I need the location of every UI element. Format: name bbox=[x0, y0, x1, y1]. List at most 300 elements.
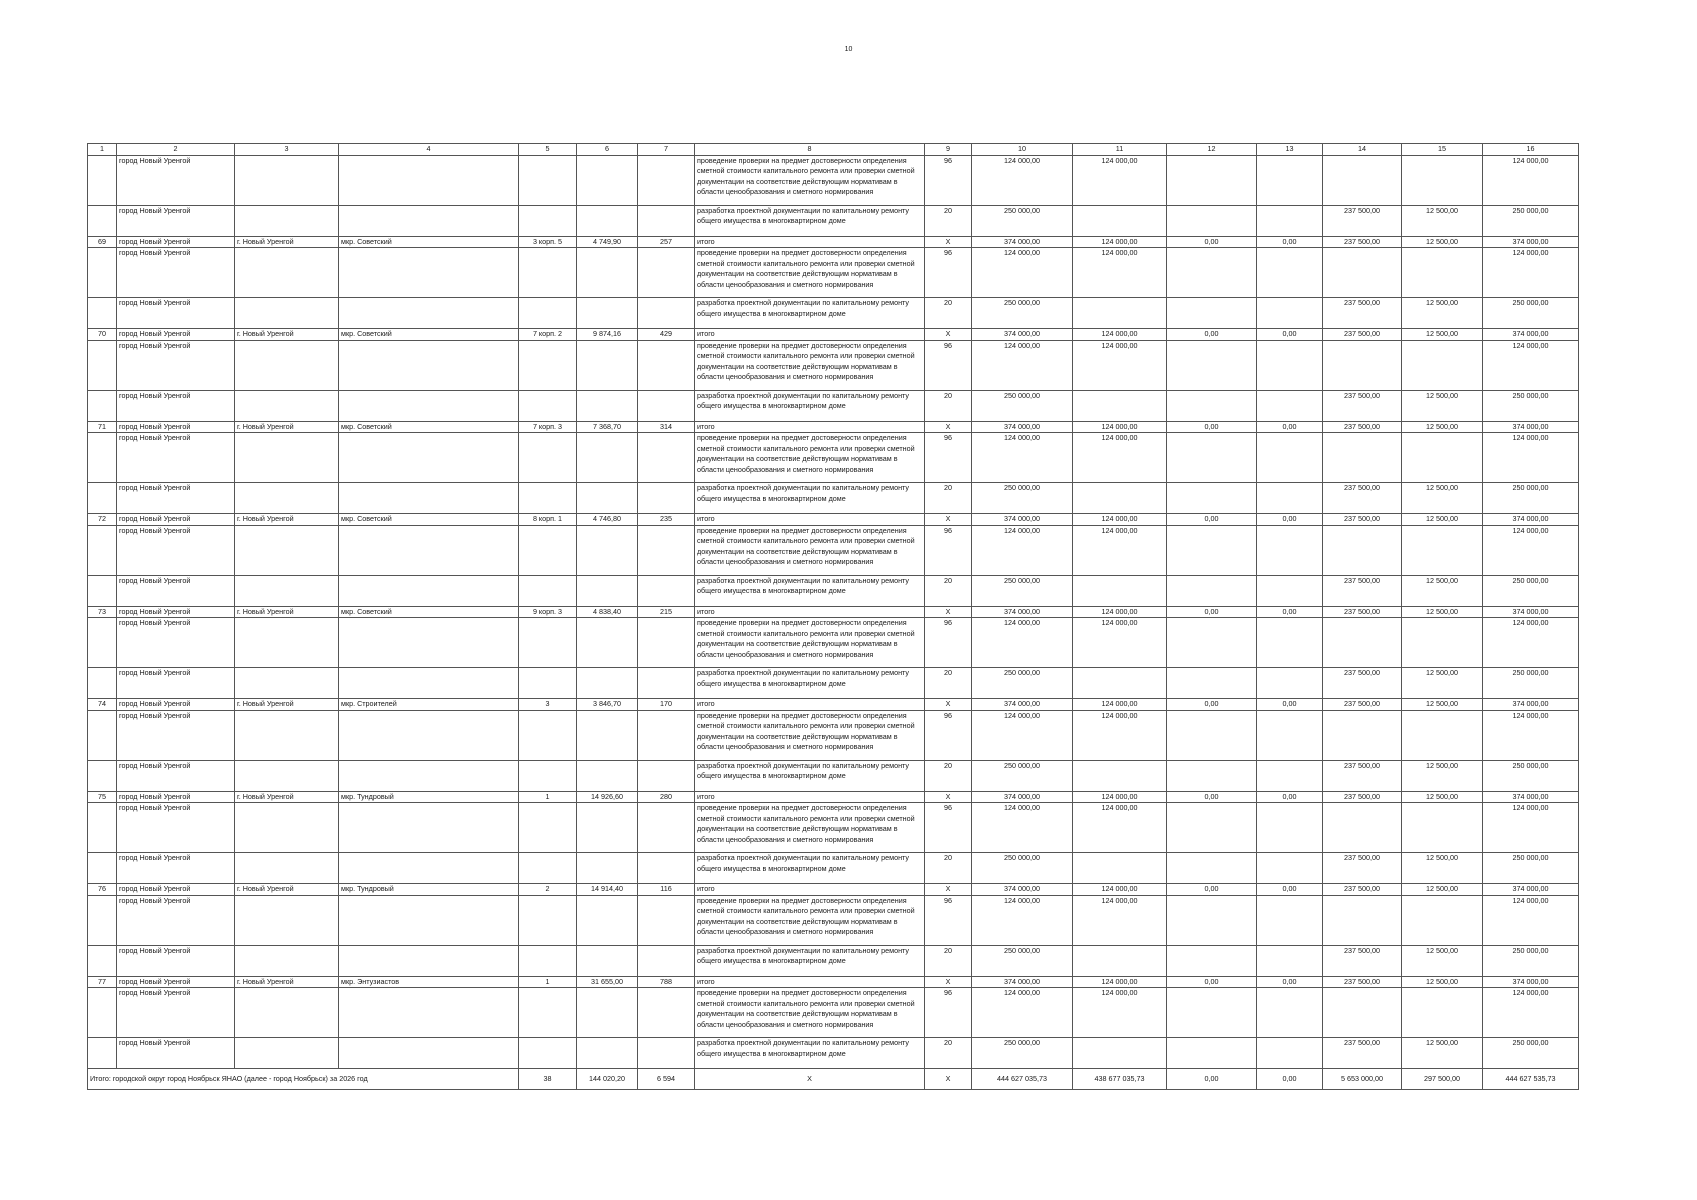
table-cell bbox=[1167, 525, 1257, 575]
table-cell bbox=[88, 483, 117, 514]
work-row-check bbox=[88, 248, 1579, 298]
building-summary-row bbox=[88, 976, 1579, 988]
work-row-design bbox=[88, 853, 1579, 884]
table-cell: 237 500,00 bbox=[1323, 853, 1402, 884]
table-cell: 124 000,00 bbox=[1483, 340, 1579, 390]
table-cell: 374 000,00 bbox=[1483, 606, 1579, 618]
table-cell: 374 000,00 bbox=[972, 421, 1073, 433]
table-cell bbox=[638, 525, 695, 575]
table-cell bbox=[577, 433, 638, 483]
municipality-cell: город Новый Уренгой bbox=[117, 525, 235, 575]
column-header: 6 bbox=[577, 144, 638, 156]
table-cell bbox=[1167, 483, 1257, 514]
house-number-cell: 8 корп. 1 bbox=[519, 514, 577, 526]
table-cell: 250 000,00 bbox=[972, 483, 1073, 514]
table-cell bbox=[638, 760, 695, 791]
work-row-design bbox=[88, 575, 1579, 606]
table-cell: 250 000,00 bbox=[1483, 575, 1579, 606]
table-cell bbox=[1402, 248, 1483, 298]
table-cell bbox=[638, 390, 695, 421]
table-cell: 250 000,00 bbox=[972, 760, 1073, 791]
table-cell bbox=[1257, 248, 1323, 298]
table-cell: 250 000,00 bbox=[1483, 668, 1579, 699]
table-cell: 0,00 bbox=[1257, 236, 1323, 248]
table-cell: 0,00 bbox=[1167, 884, 1257, 896]
table-cell bbox=[1257, 525, 1323, 575]
table-cell bbox=[235, 988, 339, 1038]
work-row-design bbox=[88, 483, 1579, 514]
city-cell: г. Новый Уренгой bbox=[235, 606, 339, 618]
table-cell bbox=[88, 155, 117, 205]
table-cell: 438 677 035,73 bbox=[1073, 1069, 1167, 1090]
work-row-check bbox=[88, 895, 1579, 945]
table-cell: 237 500,00 bbox=[1323, 884, 1402, 896]
work-description-cell: разработка проектной документации по капитальному ремонту общего имущества в многоквартирном доме bbox=[695, 945, 925, 976]
table-cell bbox=[1167, 298, 1257, 329]
work-row-check bbox=[88, 525, 1579, 575]
work-row-check bbox=[88, 618, 1579, 668]
table-cell: 0,00 bbox=[1167, 976, 1257, 988]
table-cell bbox=[1167, 575, 1257, 606]
table-cell bbox=[88, 433, 117, 483]
table-cell: 0,00 bbox=[1257, 1069, 1323, 1090]
table-cell: X bbox=[925, 329, 972, 341]
table-cell bbox=[519, 248, 577, 298]
residents-cell: 429 bbox=[638, 329, 695, 341]
work-code-cell: 96 bbox=[925, 895, 972, 945]
table-cell: 124 000,00 bbox=[1483, 433, 1579, 483]
district-cell: мкр. Тундровый bbox=[339, 884, 519, 896]
building-summary-row bbox=[88, 884, 1579, 896]
table-cell bbox=[1323, 433, 1402, 483]
work-description-cell: разработка проектной документации по капитальному ремонту общего имущества в многоквартирном доме bbox=[695, 853, 925, 884]
column-header: 4 bbox=[339, 144, 519, 156]
table-cell bbox=[235, 525, 339, 575]
table-cell bbox=[638, 575, 695, 606]
table-cell: 374 000,00 bbox=[1483, 699, 1579, 711]
table-cell: 124 000,00 bbox=[972, 895, 1073, 945]
table-cell bbox=[577, 155, 638, 205]
row-number-cell: 75 bbox=[88, 791, 117, 803]
building-summary-row bbox=[88, 699, 1579, 711]
work-row-check bbox=[88, 710, 1579, 760]
municipality-cell: город Новый Уренгой bbox=[117, 606, 235, 618]
house-number-cell: 3 корп. 5 bbox=[519, 236, 577, 248]
table-cell: 250 000,00 bbox=[972, 575, 1073, 606]
table-cell: 124 000,00 bbox=[1483, 803, 1579, 853]
municipality-cell: город Новый Уренгой bbox=[117, 421, 235, 433]
work-code-cell: 96 bbox=[925, 248, 972, 298]
work-description-cell: проведение проверки на предмет достоверности определения сметной стоимости капитального ремонта или проверки сметной документации на соответствие действующим нормативам в области ценообразования и сметного нормирования bbox=[695, 618, 925, 668]
table-cell bbox=[235, 205, 339, 236]
work-row-check bbox=[88, 803, 1579, 853]
residents-cell: 170 bbox=[638, 699, 695, 711]
row-number-cell: 77 bbox=[88, 976, 117, 988]
city-cell: г. Новый Уренгой bbox=[235, 421, 339, 433]
table-cell bbox=[638, 155, 695, 205]
table-cell bbox=[577, 390, 638, 421]
table-cell bbox=[577, 803, 638, 853]
table-cell bbox=[1323, 710, 1402, 760]
work-description-cell: разработка проектной документации по капитальному ремонту общего имущества в многоквартирном доме bbox=[695, 205, 925, 236]
table-cell: 237 500,00 bbox=[1323, 1038, 1402, 1069]
city-cell: г. Новый Уренгой bbox=[235, 699, 339, 711]
table-cell bbox=[1257, 575, 1323, 606]
table-cell: 237 500,00 bbox=[1323, 575, 1402, 606]
table-cell bbox=[1167, 760, 1257, 791]
table-cell bbox=[638, 803, 695, 853]
table-cell bbox=[1167, 155, 1257, 205]
table-cell: 124 000,00 bbox=[1073, 976, 1167, 988]
table-cell: 237 500,00 bbox=[1323, 205, 1402, 236]
house-number-cell: 7 корп. 3 bbox=[519, 421, 577, 433]
table-cell bbox=[339, 155, 519, 205]
subtotal-label-cell: итого bbox=[695, 514, 925, 526]
table-cell bbox=[1257, 710, 1323, 760]
table-cell: 124 000,00 bbox=[1073, 618, 1167, 668]
column-header: 1 bbox=[88, 144, 117, 156]
table-cell: 237 500,00 bbox=[1323, 668, 1402, 699]
table-cell bbox=[339, 340, 519, 390]
table-cell bbox=[235, 945, 339, 976]
table-cell bbox=[1073, 298, 1167, 329]
municipality-cell: город Новый Уренгой bbox=[117, 514, 235, 526]
table-cell bbox=[1167, 853, 1257, 884]
table-cell bbox=[235, 298, 339, 329]
table-cell bbox=[577, 988, 638, 1038]
table-cell: 124 000,00 bbox=[1483, 618, 1579, 668]
grand-total-row bbox=[88, 1069, 1579, 1090]
table-cell bbox=[519, 760, 577, 791]
table-cell bbox=[339, 205, 519, 236]
table-cell: X bbox=[695, 1069, 925, 1090]
table-cell bbox=[1257, 298, 1323, 329]
table-cell bbox=[1073, 945, 1167, 976]
district-cell: мкр. Тундровый bbox=[339, 791, 519, 803]
municipality-cell: город Новый Уренгой bbox=[117, 803, 235, 853]
table-cell bbox=[1167, 945, 1257, 976]
table-cell bbox=[235, 618, 339, 668]
work-row-design bbox=[88, 205, 1579, 236]
table-cell: 0,00 bbox=[1167, 514, 1257, 526]
table-cell: 124 000,00 bbox=[1073, 895, 1167, 945]
table-cell bbox=[235, 760, 339, 791]
work-row-check bbox=[88, 340, 1579, 390]
work-description-cell: разработка проектной документации по капитальному ремонту общего имущества в многоквартирном доме bbox=[695, 390, 925, 421]
building-summary-row bbox=[88, 421, 1579, 433]
residents-cell: 235 bbox=[638, 514, 695, 526]
column-header: 10 bbox=[972, 144, 1073, 156]
subtotal-label-cell: итого bbox=[695, 421, 925, 433]
table-cell: 374 000,00 bbox=[972, 791, 1073, 803]
table-cell: 237 500,00 bbox=[1323, 699, 1402, 711]
table-cell: 444 627 035,73 bbox=[972, 1069, 1073, 1090]
residents-cell: 215 bbox=[638, 606, 695, 618]
area-cell: 3 846,70 bbox=[577, 699, 638, 711]
table-cell: 250 000,00 bbox=[972, 1038, 1073, 1069]
table-cell: 374 000,00 bbox=[972, 329, 1073, 341]
table-cell bbox=[1402, 155, 1483, 205]
district-cell: мкр. Советский bbox=[339, 606, 519, 618]
table-cell: 124 000,00 bbox=[972, 988, 1073, 1038]
residents-cell: 280 bbox=[638, 791, 695, 803]
table-cell bbox=[339, 575, 519, 606]
work-row-design bbox=[88, 390, 1579, 421]
work-row-design bbox=[88, 668, 1579, 699]
table-cell: 12 500,00 bbox=[1402, 1038, 1483, 1069]
table-cell bbox=[1257, 895, 1323, 945]
table-cell bbox=[519, 710, 577, 760]
table-cell bbox=[235, 668, 339, 699]
table-cell: 38 bbox=[519, 1069, 577, 1090]
table-cell: 144 020,20 bbox=[577, 1069, 638, 1090]
table-cell: X bbox=[925, 976, 972, 988]
table-cell: 124 000,00 bbox=[1483, 525, 1579, 575]
table-cell: 124 000,00 bbox=[1073, 248, 1167, 298]
table-cell bbox=[638, 298, 695, 329]
column-header: 5 bbox=[519, 144, 577, 156]
table-cell bbox=[577, 525, 638, 575]
work-code-cell: 96 bbox=[925, 340, 972, 390]
table-cell: 124 000,00 bbox=[1073, 710, 1167, 760]
table-cell bbox=[1167, 710, 1257, 760]
table-cell bbox=[638, 618, 695, 668]
area-cell: 7 368,70 bbox=[577, 421, 638, 433]
table-cell bbox=[1323, 895, 1402, 945]
table-cell: 12 500,00 bbox=[1402, 699, 1483, 711]
municipality-cell: город Новый Уренгой bbox=[117, 884, 235, 896]
table-cell: 124 000,00 bbox=[1483, 155, 1579, 205]
table-cell bbox=[577, 853, 638, 884]
table-cell: 237 500,00 bbox=[1323, 760, 1402, 791]
table-cell bbox=[1257, 1038, 1323, 1069]
table-cell: 250 000,00 bbox=[972, 298, 1073, 329]
table-cell bbox=[519, 1038, 577, 1069]
table-cell bbox=[519, 483, 577, 514]
subtotal-label-cell: итого bbox=[695, 236, 925, 248]
work-code-cell: 96 bbox=[925, 433, 972, 483]
table-cell: 12 500,00 bbox=[1402, 976, 1483, 988]
table-cell: 124 000,00 bbox=[972, 433, 1073, 483]
table-cell bbox=[235, 575, 339, 606]
table-cell bbox=[638, 340, 695, 390]
work-row-check bbox=[88, 433, 1579, 483]
table-cell bbox=[638, 710, 695, 760]
municipality-cell: город Новый Уренгой bbox=[117, 205, 235, 236]
table-cell bbox=[1167, 988, 1257, 1038]
table-cell bbox=[88, 710, 117, 760]
table-cell: 5 653 000,00 bbox=[1323, 1069, 1402, 1090]
table-cell bbox=[88, 248, 117, 298]
table-cell: 124 000,00 bbox=[1073, 421, 1167, 433]
table-cell bbox=[519, 433, 577, 483]
municipality-cell: город Новый Уренгой bbox=[117, 340, 235, 390]
table-cell bbox=[235, 895, 339, 945]
table-cell: 444 627 535,73 bbox=[1483, 1069, 1579, 1090]
table-cell: 124 000,00 bbox=[972, 803, 1073, 853]
table-cell bbox=[577, 575, 638, 606]
table-cell: 374 000,00 bbox=[972, 699, 1073, 711]
work-description-cell: проведение проверки на предмет достоверности определения сметной стоимости капитального ремонта или проверки сметной документации на соответствие действующим нормативам в области ценообразования и сметного нормирования bbox=[695, 433, 925, 483]
table-cell bbox=[1167, 1038, 1257, 1069]
building-summary-row bbox=[88, 236, 1579, 248]
district-cell: мкр. Советский bbox=[339, 236, 519, 248]
table-cell bbox=[638, 945, 695, 976]
table-cell bbox=[1167, 618, 1257, 668]
table-cell: 0,00 bbox=[1257, 976, 1323, 988]
work-description-cell: проведение проверки на предмет достоверности определения сметной стоимости капитального ремонта или проверки сметной документации на соответствие действующим нормативам в области ценообразования и сметного нормирования bbox=[695, 525, 925, 575]
table-cell bbox=[88, 668, 117, 699]
municipality-cell: город Новый Уренгой bbox=[117, 760, 235, 791]
table-cell: 374 000,00 bbox=[972, 976, 1073, 988]
city-cell: г. Новый Уренгой bbox=[235, 236, 339, 248]
municipality-cell: город Новый Уренгой bbox=[117, 248, 235, 298]
table-cell bbox=[1073, 853, 1167, 884]
table-cell: 124 000,00 bbox=[972, 155, 1073, 205]
table-cell bbox=[1257, 390, 1323, 421]
table-cell bbox=[1402, 525, 1483, 575]
table-cell: 124 000,00 bbox=[1073, 329, 1167, 341]
table-cell bbox=[1323, 618, 1402, 668]
table-cell bbox=[638, 988, 695, 1038]
work-code-cell: 96 bbox=[925, 803, 972, 853]
table-cell bbox=[235, 483, 339, 514]
table-cell: 250 000,00 bbox=[972, 390, 1073, 421]
subtotal-label-cell: итого bbox=[695, 329, 925, 341]
city-cell: г. Новый Уренгой bbox=[235, 791, 339, 803]
table-cell bbox=[339, 248, 519, 298]
table-cell: 0,00 bbox=[1257, 884, 1323, 896]
table-cell: 124 000,00 bbox=[1483, 895, 1579, 945]
work-description-cell: проведение проверки на предмет достоверности определения сметной стоимости капитального ремонта или проверки сметной документации на соответствие действующим нормативам в области ценообразования и сметного нормирования bbox=[695, 340, 925, 390]
table-cell: 250 000,00 bbox=[972, 853, 1073, 884]
table-cell: 374 000,00 bbox=[1483, 884, 1579, 896]
house-number-cell: 2 bbox=[519, 884, 577, 896]
table-cell bbox=[339, 945, 519, 976]
table-cell bbox=[519, 895, 577, 945]
table-cell bbox=[577, 340, 638, 390]
district-cell: мкр. Советский bbox=[339, 514, 519, 526]
residents-cell: 788 bbox=[638, 976, 695, 988]
table-cell: 374 000,00 bbox=[1483, 329, 1579, 341]
table-cell: 250 000,00 bbox=[1483, 853, 1579, 884]
municipality-cell: город Новый Уренгой bbox=[117, 390, 235, 421]
table-cell bbox=[577, 1038, 638, 1069]
table-cell: 0,00 bbox=[1167, 329, 1257, 341]
table-cell bbox=[88, 803, 117, 853]
table-cell bbox=[88, 205, 117, 236]
table-cell bbox=[577, 895, 638, 945]
work-code-cell: 20 bbox=[925, 668, 972, 699]
table-cell bbox=[339, 483, 519, 514]
municipality-cell: город Новый Уренгой bbox=[117, 976, 235, 988]
column-header: 13 bbox=[1257, 144, 1323, 156]
table-cell: 12 500,00 bbox=[1402, 329, 1483, 341]
work-description-cell: разработка проектной документации по капитальному ремонту общего имущества в многоквартирном доме bbox=[695, 668, 925, 699]
table-cell bbox=[1402, 988, 1483, 1038]
column-header: 11 bbox=[1073, 144, 1167, 156]
building-summary-row bbox=[88, 329, 1579, 341]
table-cell bbox=[519, 988, 577, 1038]
table-cell bbox=[577, 298, 638, 329]
house-number-cell: 9 корп. 3 bbox=[519, 606, 577, 618]
table-cell bbox=[1167, 668, 1257, 699]
work-code-cell: 20 bbox=[925, 945, 972, 976]
table-cell: 297 500,00 bbox=[1402, 1069, 1483, 1090]
table-cell bbox=[577, 205, 638, 236]
table-cell bbox=[1167, 433, 1257, 483]
table-cell bbox=[1257, 668, 1323, 699]
table-cell: 0,00 bbox=[1257, 606, 1323, 618]
table-cell bbox=[88, 945, 117, 976]
table-cell: 124 000,00 bbox=[1073, 433, 1167, 483]
table-cell: 124 000,00 bbox=[1073, 236, 1167, 248]
table-cell: 12 500,00 bbox=[1402, 853, 1483, 884]
table-cell: 124 000,00 bbox=[1073, 155, 1167, 205]
table-cell: 0,00 bbox=[1257, 421, 1323, 433]
table-cell bbox=[1073, 483, 1167, 514]
work-description-cell: проведение проверки на предмет достоверности определения сметной стоимости капитального ремонта или проверки сметной документации на соответствие действующим нормативам в области ценообразования и сметного нормирования bbox=[695, 710, 925, 760]
row-number-cell: 76 bbox=[88, 884, 117, 896]
table-cell bbox=[88, 618, 117, 668]
district-cell: мкр. Советский bbox=[339, 421, 519, 433]
table-cell bbox=[1073, 205, 1167, 236]
table-cell bbox=[519, 390, 577, 421]
table-cell: X bbox=[925, 514, 972, 526]
table-cell bbox=[638, 853, 695, 884]
table-cell: 250 000,00 bbox=[1483, 390, 1579, 421]
work-code-cell: 20 bbox=[925, 1038, 972, 1069]
capital-repair-table bbox=[87, 143, 1579, 1090]
work-row-design bbox=[88, 298, 1579, 329]
table-cell: 12 500,00 bbox=[1402, 236, 1483, 248]
table-cell bbox=[88, 760, 117, 791]
table-cell bbox=[1257, 433, 1323, 483]
house-number-cell: 7 корп. 2 bbox=[519, 329, 577, 341]
municipality-cell: город Новый Уренгой bbox=[117, 433, 235, 483]
area-cell: 9 874,16 bbox=[577, 329, 638, 341]
area-cell: 4 746,80 bbox=[577, 514, 638, 526]
municipality-cell: город Новый Уренгой bbox=[117, 668, 235, 699]
table-cell: 250 000,00 bbox=[1483, 945, 1579, 976]
table-cell bbox=[519, 155, 577, 205]
table-cell: 12 500,00 bbox=[1402, 606, 1483, 618]
work-description-cell: разработка проектной документации по капитальному ремонту общего имущества в многоквартирном доме bbox=[695, 760, 925, 791]
table-cell bbox=[1257, 205, 1323, 236]
work-code-cell: 96 bbox=[925, 525, 972, 575]
table-cell bbox=[1257, 618, 1323, 668]
table-cell bbox=[519, 575, 577, 606]
table-cell bbox=[339, 1038, 519, 1069]
table-cell: 374 000,00 bbox=[1483, 514, 1579, 526]
table-cell bbox=[339, 390, 519, 421]
table-cell bbox=[1257, 988, 1323, 1038]
table-cell bbox=[1323, 248, 1402, 298]
table-cell: 250 000,00 bbox=[1483, 1038, 1579, 1069]
table-cell bbox=[235, 248, 339, 298]
table-cell bbox=[339, 895, 519, 945]
work-description-cell: разработка проектной документации по капитальному ремонту общего имущества в многоквартирном доме bbox=[695, 298, 925, 329]
table-cell: 12 500,00 bbox=[1402, 390, 1483, 421]
table-cell: 124 000,00 bbox=[1073, 514, 1167, 526]
table-cell: 250 000,00 bbox=[1483, 760, 1579, 791]
table-cell: 250 000,00 bbox=[972, 945, 1073, 976]
municipality-cell: город Новый Уренгой bbox=[117, 483, 235, 514]
table-cell: 6 594 bbox=[638, 1069, 695, 1090]
table-cell: 12 500,00 bbox=[1402, 205, 1483, 236]
work-description-cell: проведение проверки на предмет достоверности определения сметной стоимости капитального ремонта или проверки сметной документации на соответствие действующим нормативам в области ценообразования и сметного нормирования bbox=[695, 248, 925, 298]
column-header: 12 bbox=[1167, 144, 1257, 156]
